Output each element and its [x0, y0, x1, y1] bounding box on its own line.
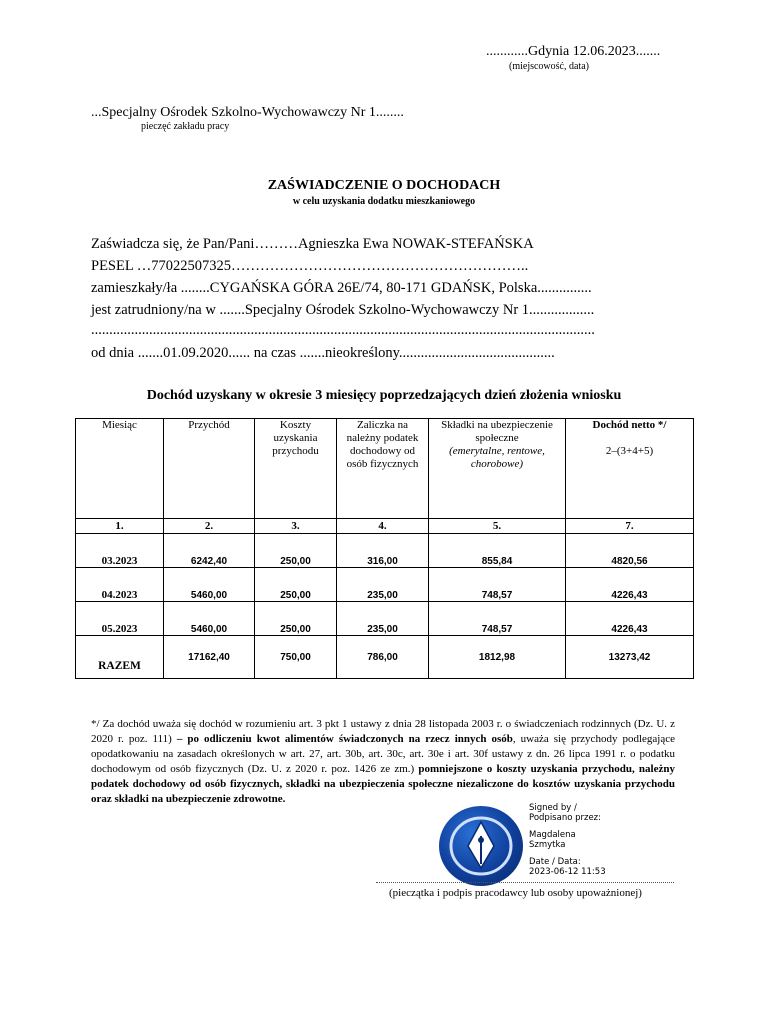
header-income: Przychód — [164, 419, 255, 519]
employment-period-line: od dnia .......01.09.2020...... na czas .......nieokreślony........................................... — [91, 345, 555, 361]
place-date: ............Gdynia 12.06.2023....... — [486, 44, 661, 59]
cell-social: 748,57 — [429, 568, 566, 602]
signature-caption: (pieczątka i podpis pracodawcy lub osoby upoważnionej) — [389, 887, 642, 899]
date-label: Date / Data: — [529, 857, 581, 867]
cell-total-label: RAZEM — [76, 636, 164, 679]
table-row — [76, 602, 694, 636]
cell-month: 04.2023 — [76, 568, 164, 602]
column-number: 4. — [337, 519, 429, 534]
table-row — [76, 534, 694, 568]
cell-costs: 250,00 — [255, 534, 337, 568]
header-social-text: Składki na ubezpieczenie społeczne — [441, 419, 553, 444]
e-signature-seal-icon — [439, 806, 523, 886]
signed-by-label-pl: Podpisano przez: — [529, 813, 602, 823]
cell-total-costs: 750,00 — [255, 636, 337, 679]
header-month: Miesiąc — [76, 419, 164, 519]
signer-last-name: Szmytka — [529, 840, 566, 850]
header-tax-text: Zaliczka na należny podatek dochodowy od osób fizycznych — [346, 419, 419, 470]
cell-month: 05.2023 — [76, 602, 164, 636]
e-signature-info — [529, 803, 606, 877]
cell-social: 748,57 — [429, 602, 566, 636]
footnote-part-2: – po odliczeniu kwot alimentów świadczonych na rzecz innych osób — [176, 733, 513, 745]
footnote-part-3: , uważa się przychody podlegające opodatkowaniu na zasadach określonych w art. 27, art. 30b, art. 30c, art. 30e i art. 30f ustawy z dn. 26 lipca 1991 r. o podatku dochodowym od osób fizycznych (Dz. U. z 2020 r. poz. 1426 ze zm.) — [91, 733, 675, 775]
period-heading: Dochód uzyskany w okresie 3 miesięcy poprzedzających dzień złożenia wniosku — [146, 388, 622, 403]
person-line: Zaświadcza się, że Pan/Pani………Agnieszka Ewa NOWAK-STEFAŃSKA — [91, 236, 534, 252]
cell-net: 4820,56 — [566, 534, 694, 568]
document-subtitle: w celu uzyskania dodatku mieszkaniowego — [292, 196, 476, 207]
income-table — [75, 418, 694, 679]
column-number: 3. — [255, 519, 337, 534]
cell-month: 03.2023 — [76, 534, 164, 568]
cell-total-net: 13273,42 — [566, 636, 694, 679]
income-definition-footnote — [91, 717, 675, 807]
employer-line: jest zatrudniony/na w .......Specjalny Ośrodek Szkolno-Wychowawczy Nr 1.................. — [91, 302, 595, 318]
signer-first-name: Magdalena — [529, 830, 576, 840]
pen-nib-icon — [439, 806, 523, 886]
cell-tax: 235,00 — [337, 602, 429, 636]
header-tax — [337, 419, 429, 519]
footnote-part-4: pomniejszone o koszty uzyskania przychodu, należny podatek dochodowy od osób fizycznych, składki na ubezpieczenia społeczne niezaliczone do kosztów uzyskania przychodu oraz składki na ubezpieczenie zdrowotne. — [91, 763, 675, 805]
cell-costs: 250,00 — [255, 602, 337, 636]
signature-date: 2023-06-12 11:53 — [529, 867, 606, 877]
address-line: zamieszkały/ła ........CYGAŃSKA GÓRA 26E/74, 80-171 GDAŃSK, Polska............... — [91, 280, 592, 296]
pesel-line: PESEL …77022507325…………………………………………………….. — [91, 258, 529, 274]
cell-income: 6242,40 — [164, 534, 255, 568]
column-number: 5. — [429, 519, 566, 534]
signed-by-label: Signed by / — [529, 803, 577, 813]
header-net-formula: 2–(3+4+5) — [605, 445, 654, 457]
cell-tax: 316,00 — [337, 534, 429, 568]
header-net-text: Dochód netto */ — [592, 419, 667, 431]
employer-stamp-caption: pieczęć zakładu pracy — [141, 121, 230, 132]
cell-net: 4226,43 — [566, 568, 694, 602]
place-date-caption: (miejscowość, data) — [509, 61, 589, 72]
header-costs-text: Koszty uzyskania przychodu — [272, 419, 319, 457]
cell-costs: 250,00 — [255, 568, 337, 602]
table-row — [76, 568, 694, 602]
cell-total-social: 1812,98 — [429, 636, 566, 679]
header-costs — [255, 419, 337, 519]
header-net — [566, 419, 694, 519]
cell-tax: 235,00 — [337, 568, 429, 602]
header-social-detail: (emerytalne, rentowe, chorobowe) — [449, 445, 545, 470]
dotted-line: ........................................................................................................................................... — [91, 322, 595, 338]
cell-income: 5460,00 — [164, 568, 255, 602]
header-social — [429, 419, 566, 519]
cell-total-income: 17162,40 — [164, 636, 255, 679]
total-row — [76, 636, 694, 679]
cell-social: 855,84 — [429, 534, 566, 568]
table-header-row — [76, 419, 694, 519]
column-number: 1. — [76, 519, 164, 534]
cell-total-tax: 786,00 — [337, 636, 429, 679]
employer-stamp: ...Specjalny Ośrodek Szkolno-Wychowawczy Nr 1........ — [91, 105, 404, 120]
signature-line — [376, 882, 674, 883]
column-number-row — [76, 519, 694, 534]
document-title: ZAŚWIADCZENIE O DOCHODACH — [267, 178, 501, 193]
cell-net: 4226,43 — [566, 602, 694, 636]
column-number: 7. — [566, 519, 694, 534]
column-number: 2. — [164, 519, 255, 534]
cell-income: 5460,00 — [164, 602, 255, 636]
footnote-part-1: */ Za dochód uważa się dochód w rozumieniu art. 3 pkt 1 ustawy z dnia 28 listopada 2003 r. o świadczeniach rodzinnych (Dz. U. z 2020 r. poz. 111) — [91, 718, 675, 745]
